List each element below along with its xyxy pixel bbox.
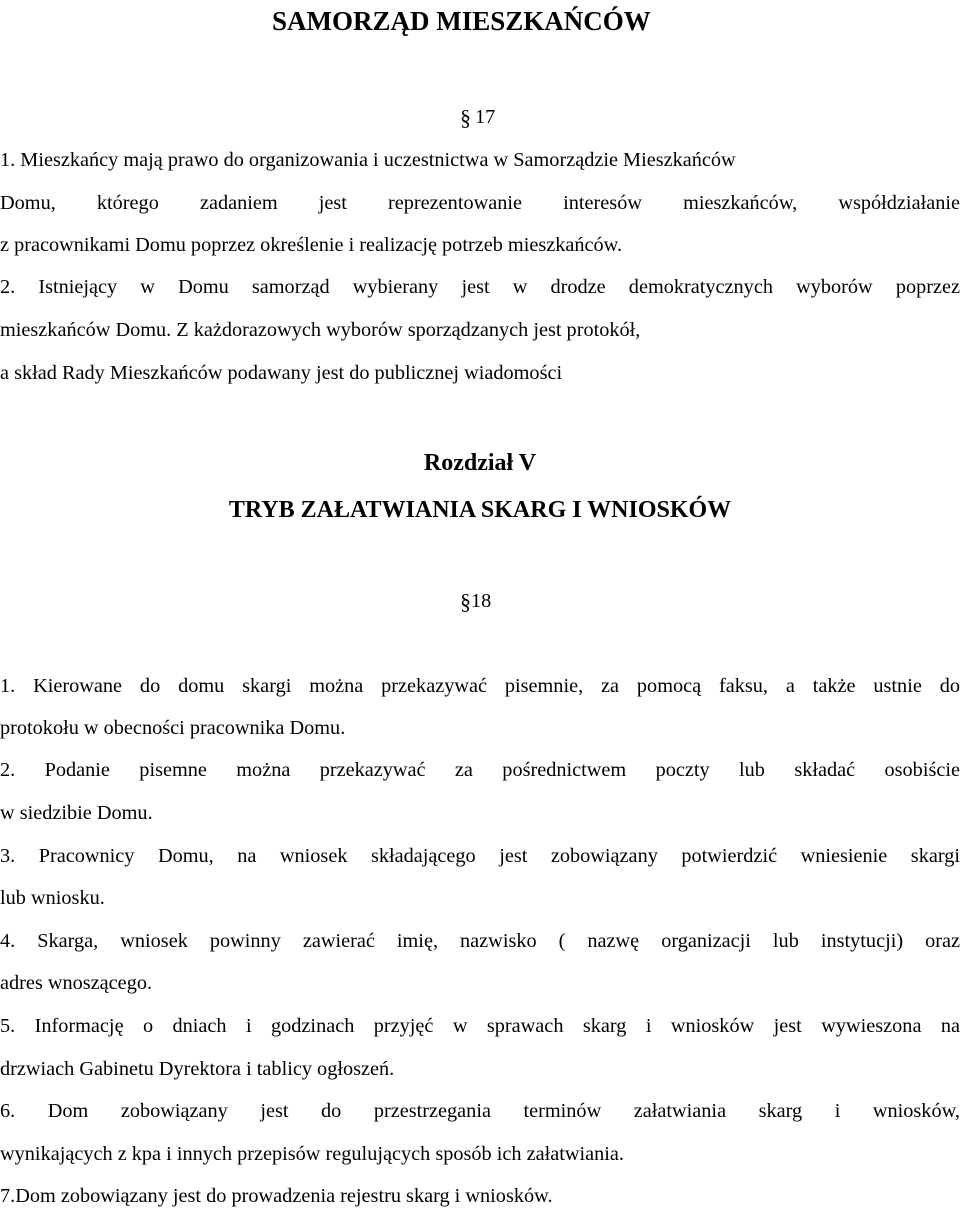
- section18-line-11: 6. Dom zobowiązany jest do przestrzegania terminów załatwiania skarg i wniosków,: [0, 1100, 960, 1122]
- paragraph-number-17: 17: [475, 106, 496, 128]
- chapter-title: TRYB ZAŁATWIANIA SKARG I WNIOSKÓW: [228, 497, 732, 523]
- section17-line-3: z pracownikami Domu poprzez określenie i realizację potrzeb mieszkańców.: [0, 234, 623, 256]
- section18-line-3: 2. Podanie pisemne można przekazywać za pośrednictwem poczty lub składać osobiście: [0, 759, 960, 781]
- section18-line-6: lub wniosku.: [0, 887, 105, 909]
- svg-text:§: §: [460, 105, 471, 130]
- svg-text:§: §: [460, 589, 471, 614]
- section17-line-1: 1. Mieszkańcy mają prawo do organizowania i uczestnictwa w Samorządzie Mieszkańców: [0, 149, 736, 171]
- section18-line-1: 1. Kierowane do domu skargi można przekazywać pisemnie, za pomocą faksu, a także ustnie do: [0, 675, 960, 697]
- section18-line-8: adres wnoszącego.: [0, 972, 153, 994]
- section18-line-9: 5. Informację o dniach i godzinach przyjęć w sprawach skarg i wniosków jest wywieszona na: [0, 1015, 960, 1037]
- chapter-number: Rozdział V: [423, 450, 537, 476]
- section18-line-5: 3. Pracownicy Domu, na wniosek składającego jest zobowiązany potwierdzić wniesienie skargi: [0, 845, 960, 867]
- section17-line-6: a skład Rady Mieszkańców podawany jest do publicznej wiadomości: [0, 362, 563, 384]
- section18-line-10: drzwiach Gabinetu Dyrektora i tablicy ogłoszeń.: [0, 1058, 395, 1080]
- paragraph-number-18: 18: [471, 590, 492, 612]
- section18-line-13: 7.Dom zobowiązany jest do prowadzenia rejestru skarg i wniosków.: [0, 1185, 553, 1207]
- section18-line-4: w siedzibie Domu.: [0, 802, 153, 824]
- section17-line-2: Domu, którego zadaniem jest reprezentowanie interesów mieszkańców, współdziałanie: [0, 192, 960, 214]
- section-sign-icon: [458, 104, 474, 130]
- document-title: SAMORZĄD MIESZKAŃCÓW: [272, 6, 651, 36]
- section18-line-2: protokołu w obecności pracownika Domu.: [0, 717, 346, 739]
- section18-line-7: 4. Skarga, wniosek powinny zawierać imię, nazwisko ( nazwę organizacji lub instytucji) oraz: [0, 930, 960, 952]
- section17-line-4: 2. Istniejący w Domu samorząd wybierany jest w drodze demokratycznych wyborów poprzez: [0, 276, 960, 298]
- section17-line-5: mieszkańców Domu. Z każdorazowych wyborów sporządzanych jest protokół,: [0, 319, 641, 341]
- section18-line-12: wynikających z kpa i innych przepisów regulujących sposób ich załatwiania.: [0, 1143, 624, 1165]
